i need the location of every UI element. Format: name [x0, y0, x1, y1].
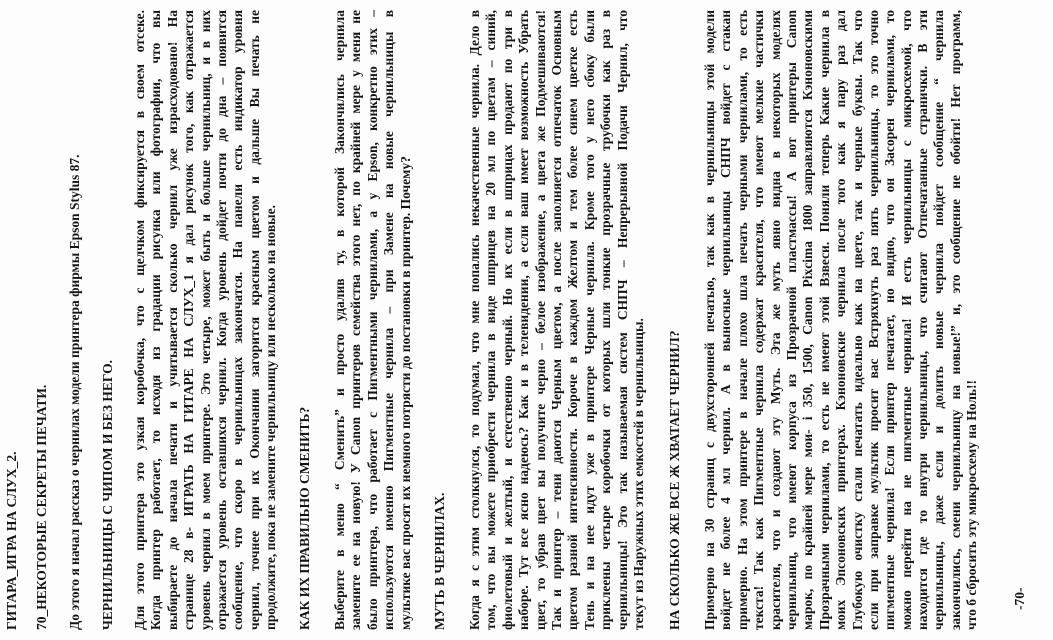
text-line: фиолетовый и желтый, и естественно черный. Но их если в шприцах продают по три в [499, 10, 515, 630]
text-line: цвет, то убрав цвет вы получите черно – белое изображение, а цвета же Подмешиваются! [532, 10, 548, 630]
text-line: Тень и на нее идут уже в принтере Черные чернила. Кроме того у него сбоку были [581, 10, 597, 630]
page-number: -70- [1012, 587, 1027, 610]
text-line: мультике вас просят их немного потрясти до постановки в принтер. Почему? [397, 156, 413, 630]
text-line: находится где то внутри чернильницы, что считают Отпечатанные странички. В эти [915, 10, 931, 630]
text-line: чернильницы! Это так называемая систем СНПЧ – Непрерывной Подачи Чернил, что [614, 10, 630, 630]
text-line: что б сбросить эту микросхему на Ноль!! [964, 379, 980, 630]
intro-text [67, 10, 83, 630]
text-line: сообщение, что скоро в чернильницах закончатся. На панели есть индикатор уровня [230, 10, 246, 630]
text-line: наборе. Тут все ясно надеюсь? Как и в телевидении, а если ваш имеет возможность Убрать [516, 10, 532, 630]
text-line: Когда принтер работает, то исходя из градации рисунка или фотографии, что вы [148, 10, 164, 630]
paragraph [332, 10, 414, 630]
paragraph [132, 10, 280, 630]
text-line: цветом разной интенсивности. Короче в каждом Желтом и тем более синем цветке есть [565, 10, 581, 630]
text-line: Так и принтер – тени даются Черным цветом, а после заполняется отпечаток Основным [548, 10, 564, 630]
text-line: чернил, точнее при их Окончании загорится красным цветом и дальше Вы печать не [246, 10, 262, 630]
chapter-heading [34, 10, 50, 630]
text-line: закончились, смени чернильницу на новые!” и, это сообщение не обойти! Нет программ, [947, 10, 963, 630]
text-line: Для этого принтера это узкая коробочка, что с щелчком фиксируется в своем отсеке. [132, 10, 147, 630]
text-line: странице 28 в- ИГРАТЬ НА ГИТАРЕ НА СЛУХ_1 я дал рисунок того, как отражается [181, 10, 197, 630]
text-line: было принтера, что работает с Пигментными чернилами, а у Epson, конкретно этих – [364, 10, 380, 630]
text-line: можно перейти на не пигментные чернила! И есть чернильницы с микросхемой, что [898, 10, 914, 630]
text-line: продолжите, пока не замените чернильницу или несколько на новые. [263, 204, 279, 630]
section-heading-text: ЧЕРНИЛЬНИЦЫ С ЧИПОМ И БЕЗ НЕГО. [100, 359, 115, 630]
paragraph [467, 10, 647, 630]
text-line: текут из Наружных этих емкостей в чернильницы. [630, 318, 646, 630]
section-heading [297, 10, 313, 630]
text-line: войдет не более 4 мл чернил. А в выносные чернильницы СНПЧ войдет с стакан [718, 10, 734, 630]
intro-line: До этого я начал рассказ о чернилах модели принтера фирмы Epson Stylus 87. [67, 154, 82, 630]
document-title-text: ГИТАРА_ИГРА НА СЛУХ_2. [4, 451, 19, 630]
text-line: примерно. На этом принтере в начале плохо шла печать черными чернилами, то есть [734, 10, 750, 630]
text-line: если при заправке мультик просит вас Встряхнуть раз пять чернильницы, то это точно [865, 10, 881, 630]
text-line: марок, по крайней мере мои- i 350, 1500, Canon Pixcima 1800 заправляются Кэноновскими [800, 10, 816, 630]
section-heading-text: КАК ИХ ПРАВИЛЬНО СМЕНИТЬ? [297, 406, 312, 630]
text-line: Глубокую очистку стали печатать идеально как на цвете, так и черные буквы. Так что [849, 10, 865, 630]
text-line: чернильницы, даже если и долить новые чернила пойдет сообщение “ чернила [931, 10, 947, 630]
section-heading [100, 10, 116, 630]
section-heading-text: МУТЬ В ЧЕРНИЛАХ. [432, 492, 447, 630]
text-line: пигментные чернила! Если принтер печатает, но видно, что он Засорен чернилами, то [882, 10, 898, 630]
text-line: Прозрачными чернилами, то есть не имеют этой Взвеси. Поняли теперь Какие чернила в [816, 10, 832, 630]
text-line: красителя, что и создают эту Муть. Эта же муть явно видна в некоторых моделях [767, 10, 783, 630]
text-line: выбираете до начала печати и учитывается сколько чернил уже израсходовано! На [164, 10, 180, 630]
text-line: чернильниц, что имеют корпуса из Прозрачной пластмассы! А вот принтеры Canon [783, 10, 799, 630]
text-line: используются именно Пигментные чернила – при Замене на новые чернильницы в [381, 10, 397, 630]
paragraph [702, 10, 981, 630]
text-line: Выберите в меню “ Сменить” и просто удалив ту, в которой Закончились чернила [332, 10, 347, 630]
text-line: приклеены четыре коробочки от которых шли тонкие прозрачные трубочки как раз в [598, 10, 614, 630]
section-heading [432, 10, 448, 630]
text-line: том, что вы можете приобрести чернила в виде шприцев на 20 мл по цветам – синий, [483, 10, 499, 630]
document-title [4, 10, 20, 630]
text-line: отражается уровень оставшихся чернил. Когда уровень дойдет почти до дна – появится [213, 10, 229, 630]
text-line: Когда я с этим столкнулся, то подумал, что мне попались некачественные чернила. Дело в [467, 10, 482, 630]
text-line: Примерно на 30 страниц с двухсторонней печатью, так как в чернильницы этой модели [702, 10, 717, 630]
text-line: моих Эпсоновских принтерах. Кэноновские чернила после того как я пару раз дал [833, 10, 849, 630]
section-heading [667, 10, 683, 630]
text-line: текста! Так как Пигментные чернила содержат красителя, что имеют мелкие частички [751, 10, 767, 630]
section-heading-text: НА СКОЛЬКО ЖЕ ВСЕ Ж ХВАТАЕТ ЧЕРНИЛ? [667, 330, 682, 630]
chapter-heading-text: 70_НЕКОТОРЫЕ СЕКРЕТЫ ПЕЧАТИ. [34, 384, 49, 630]
text-line: уровень чернил в моем принтере. Это четыре, может быть и больше чернильниц, и в них [197, 10, 213, 630]
text-line: замените ее на новую! У Canon принтеров семейства этого нет, по крайней мере у меня не [348, 10, 364, 630]
